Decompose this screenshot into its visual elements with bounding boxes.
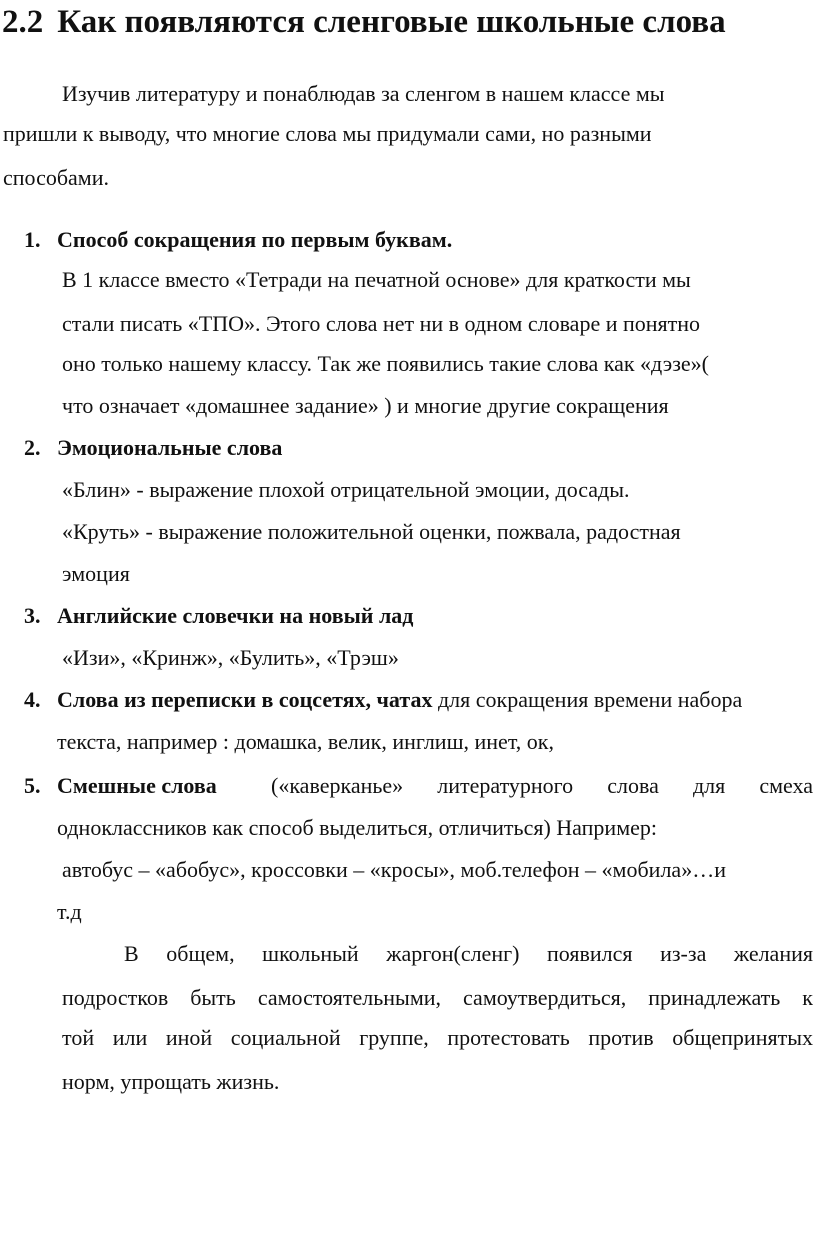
list-item-line: текста, например : домашка, велик, инглиш, инет, ок, (57, 729, 554, 754)
list-item-title (57, 772, 251, 800)
list-number: 1. (24, 227, 41, 252)
list-item-line: что означает «домашнее задание» ) и многие другие сокращения (62, 393, 669, 418)
list-number: 4. (24, 687, 41, 712)
conclusion-line: В общем, школьный жаргон(сленг) появился из-за желания (124, 941, 813, 966)
conclusion-line: подростков быть самостоятельными, самоутвердиться, принадлежать к (62, 985, 813, 1010)
list-item-heading-line (57, 686, 742, 714)
list-item-line: т.д (57, 899, 82, 924)
intro-line: пришли к выводу, что многие слова мы придумали сами, но разными (3, 121, 652, 146)
conclusion-line: норм, упрощать жизнь. (62, 1069, 280, 1094)
list-item-title: Слова из переписки в соцсетях, чатах (57, 687, 433, 712)
conclusion-line: той или иной социальной группе, протестовать против общепринятых (62, 1025, 813, 1050)
list-item-line: «Круть» - выражение положительной оценки, пожвала, радостная (62, 519, 681, 544)
section-number: 2.2 (2, 4, 44, 40)
list-item-line: «Блин» - выражение плохой отрицательной эмоции, досады. (62, 477, 630, 502)
list-item-line: одноклассников как способ выделиться, отличиться) Например: (57, 815, 657, 840)
list-item-line: стали писать «ТПО». Этого слова нет ни в одном словаре и понятно (62, 311, 701, 336)
list-item-heading-line (57, 772, 813, 800)
list-item-line: автобус – «абобус», кроссовки – «кросы», моб.телефон – «мобила»…и (62, 857, 726, 882)
list-item-title: Эмоциональные слова (57, 435, 283, 460)
section-title: Как появляются сленговые школьные слова (57, 4, 726, 40)
list-item-title-rest: для сокращения времени набора (432, 687, 743, 712)
list-number: 2. (24, 435, 41, 460)
list-number: 5. (24, 773, 41, 798)
list-number: 3. (24, 603, 41, 628)
intro-line: способами. (3, 165, 110, 190)
list-item-line: «Изи», «Кринж», «Булить», «Трэш» (62, 645, 399, 670)
intro-line: Изучив литературу и понаблюдав за сленгом в нашем классе мы (62, 81, 665, 106)
list-item-title: Способ сокращения по первым буквам. (57, 227, 453, 252)
list-item-line: эмоция (62, 561, 130, 586)
list-item-line: оно только нашему классу. Так же появились такие слова как «дэзе»( (62, 351, 709, 376)
list-item-title-text: Смешные слова (57, 773, 217, 798)
list-item-title-rest: («каверканье» литературного слова для смеха (271, 773, 813, 798)
section-heading (2, 2, 726, 42)
list-item-title: Английские словечки на новый лад (57, 603, 414, 628)
list-item-line: В 1 классе вместо «Тетради на печатной основе» для краткости мы (62, 267, 691, 292)
